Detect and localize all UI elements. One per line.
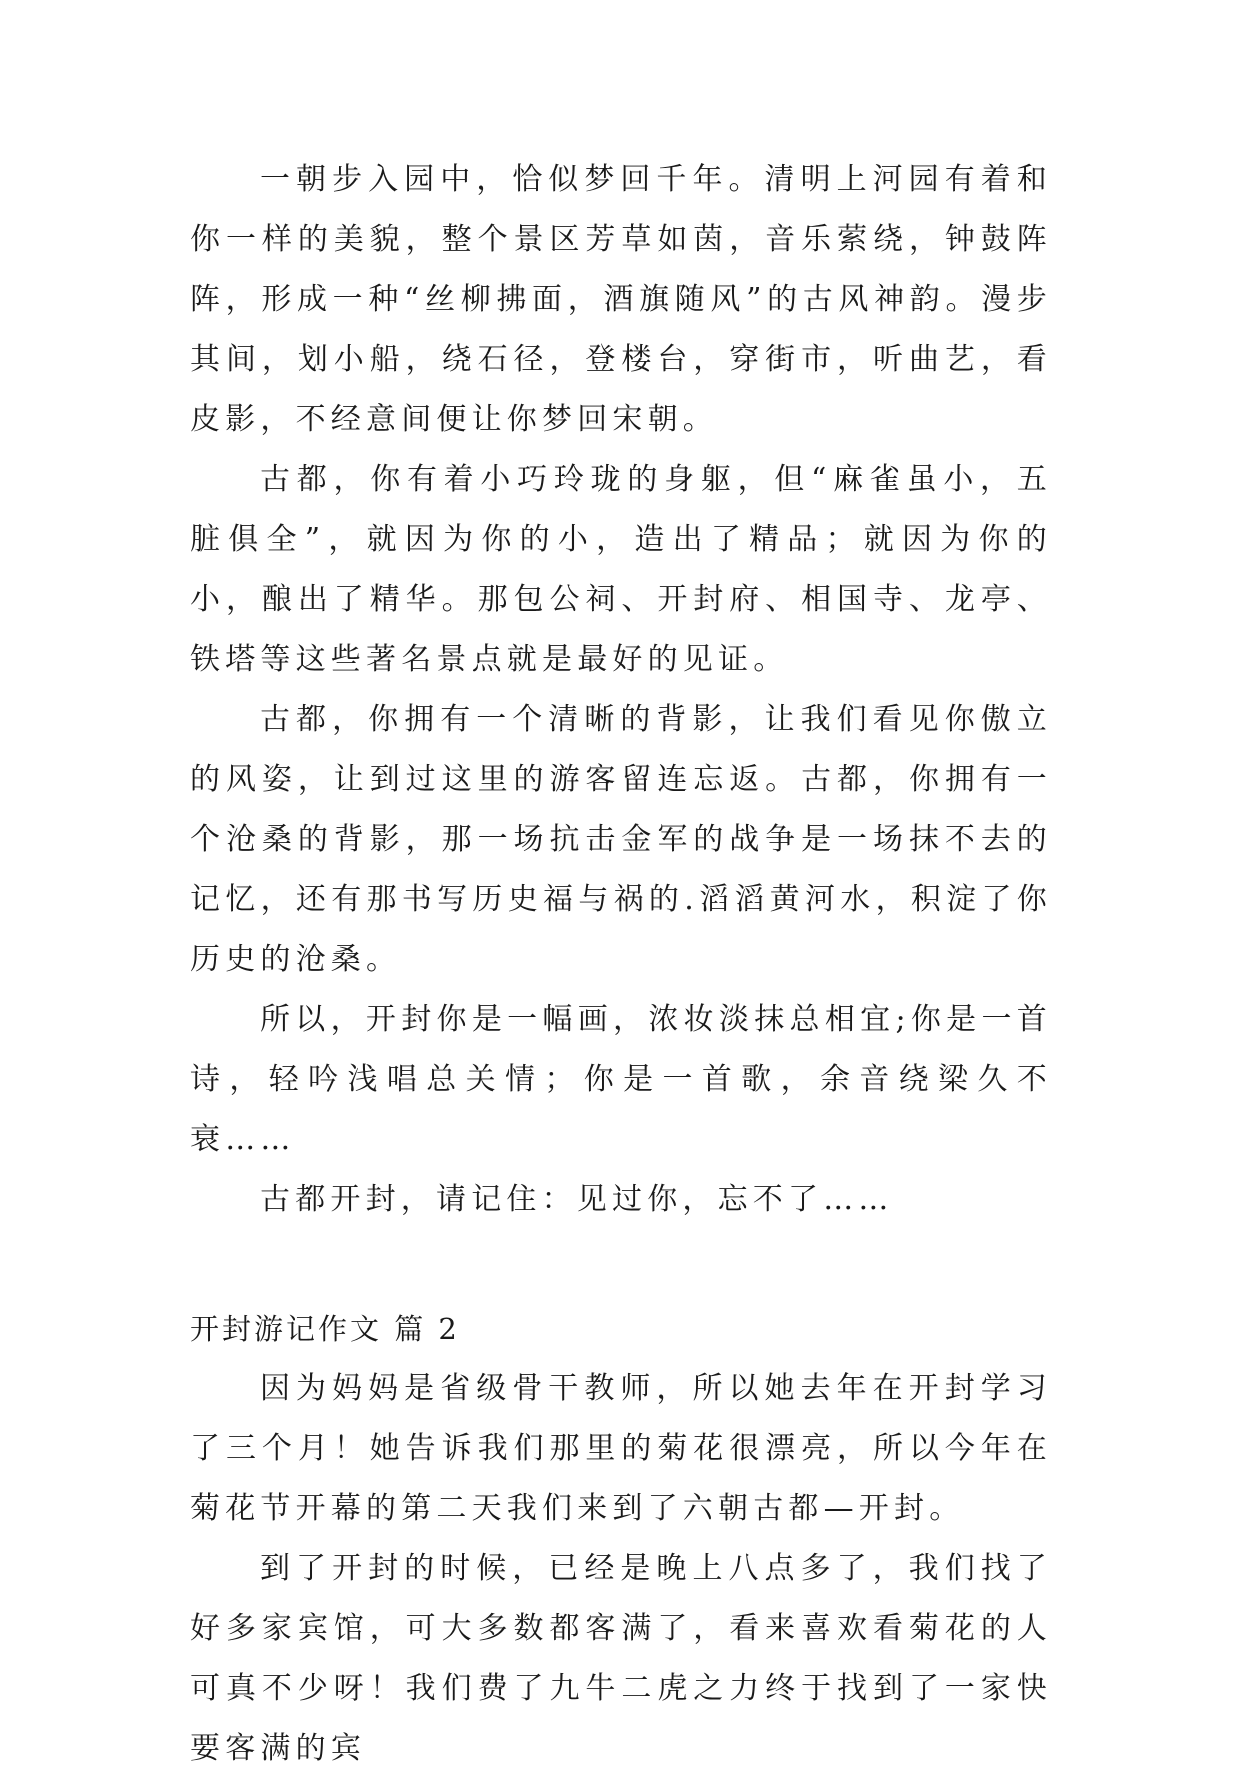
section-title: 开封游记作文 篇 2: [190, 1312, 460, 1346]
paragraph: 因为妈妈是省级骨干教师，所以她去年在开封学习了三个月！她告诉我们那里的菊花很漂亮，所以今年在菊花节开幕的第二天我们来到了六朝古都—开封。: [190, 1371, 1052, 1526]
paragraph: 古都，你拥有一个清晰的背影，让我们看见你傲立的风姿，让到过这里的游客留连忘返。古都，你拥有一个沧桑的背影，那一场抗击金军的战争是一场抹不去的记忆，还有那书写历史福与祸的.滔滔黄河水，积淀了你历史的沧桑。: [190, 702, 1052, 977]
paragraph: 一朝步入园中，恰似梦回千年。清明上河园有着和你一样的美貌，整个景区芳草如茵，音乐萦绕，钟鼓阵阵，形成一种“丝柳拂面，酒旗随风”的古风神韵。漫步其间，划小船，绕石径，登楼台，穿街市，听曲艺，看皮影，不经意间便让你梦回宋朝。: [190, 162, 1052, 437]
paragraph: 古都，你有着小巧玲珑的身躯，但“麻雀虽小，五脏俱全”，就因为你的小，造出了精品；就因为你的小，酿出了精华。那包公祠、开封府、相国寺、龙亭、铁塔等这些著名景点就是最好的见证。: [190, 462, 1052, 677]
document-page: [190, 150, 1052, 1779]
paragraph: 古都开封，请记住：见过你，忘不了……: [260, 1182, 894, 1217]
paragraph: 所以，开封你是一幅画，浓妆淡抹总相宜;你是一首诗，轻吟浅唱总关情；你是一首歌，余音绕梁久不衰……: [190, 1002, 1052, 1157]
paragraph: 到了开封的时候，已经是晚上八点多了，我们找了好多家宾馆，可大多数都客满了，看来喜欢看菊花的人可真不少呀！我们费了九牛二虎之力终于找到了一家快要客满的宾: [190, 1551, 1052, 1766]
